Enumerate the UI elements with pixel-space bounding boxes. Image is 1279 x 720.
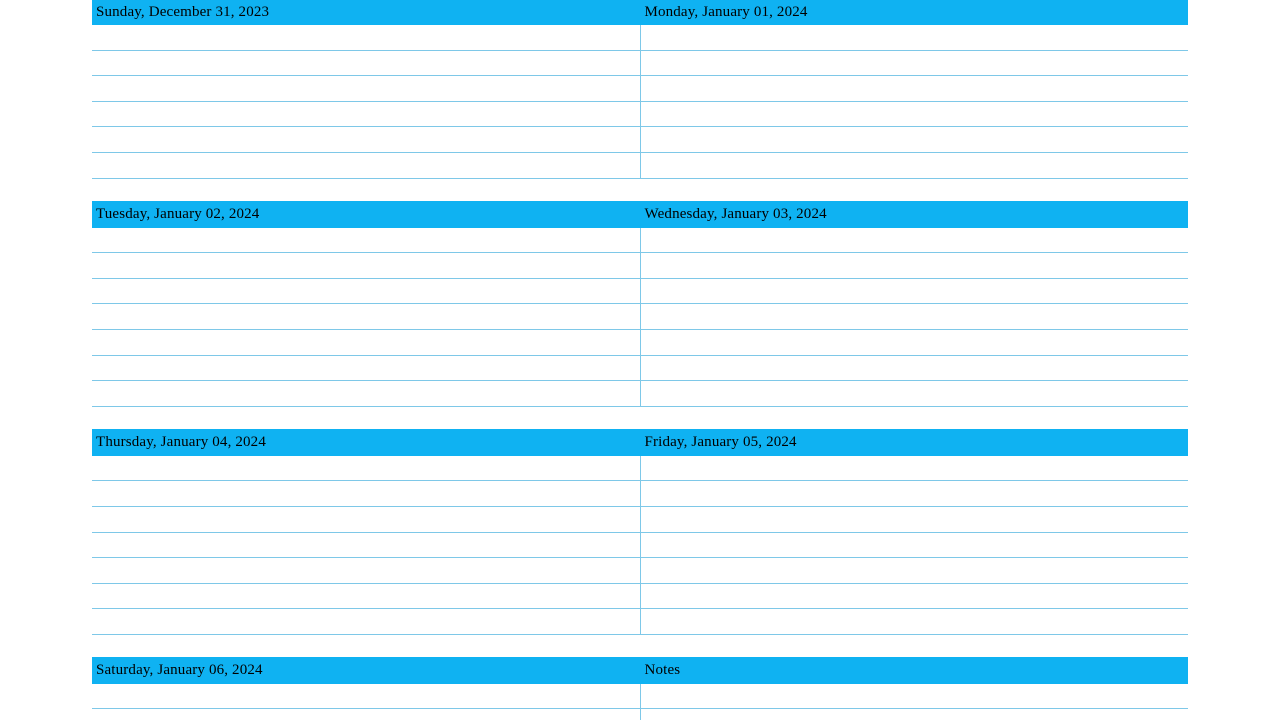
writing-cell-right[interactable] <box>640 227 1188 253</box>
writing-cell-left[interactable] <box>92 127 640 153</box>
writing-cell-left[interactable] <box>92 329 640 355</box>
writing-line-row[interactable] <box>92 50 1188 76</box>
day-header-row <box>92 0 1188 25</box>
block-spacer-row <box>92 178 1188 201</box>
writing-line-row[interactable] <box>92 558 1188 584</box>
writing-cell-left[interactable] <box>92 355 640 381</box>
writing-cell-left[interactable] <box>92 455 640 481</box>
day-label: Wednesday, January 03, 2024 <box>644 205 827 222</box>
day-label: Tuesday, January 02, 2024 <box>96 205 260 222</box>
writing-cell-right[interactable] <box>640 355 1188 381</box>
writing-cell-left[interactable] <box>92 76 640 102</box>
writing-line-row[interactable] <box>92 381 1188 407</box>
day-label: Monday, January 01, 2024 <box>644 4 808 20</box>
writing-cell-right[interactable] <box>640 253 1188 279</box>
weekly-planner-table <box>92 0 1188 720</box>
day-label: Friday, January 05, 2024 <box>644 433 797 450</box>
writing-cell-left[interactable] <box>92 609 640 635</box>
writing-line-row[interactable] <box>92 683 1188 709</box>
writing-cell-left[interactable] <box>92 304 640 330</box>
writing-line-row[interactable] <box>92 609 1188 635</box>
day-header-cell-left <box>92 201 640 228</box>
writing-cell-right[interactable] <box>640 481 1188 507</box>
writing-cell-right[interactable] <box>640 609 1188 635</box>
writing-line-row[interactable] <box>92 532 1188 558</box>
day-header-cell-left <box>92 0 640 25</box>
day-header-cell-left <box>92 657 640 684</box>
block-spacer-row <box>92 634 1188 657</box>
day-label: Sunday, December 31, 2023 <box>96 4 270 20</box>
writing-cell-right[interactable] <box>640 583 1188 609</box>
block-spacer-left <box>92 634 640 657</box>
writing-cell-left[interactable] <box>92 50 640 76</box>
writing-cell-right[interactable] <box>640 278 1188 304</box>
writing-cell-left[interactable] <box>92 583 640 609</box>
writing-line-row[interactable] <box>92 127 1188 153</box>
writing-cell-left[interactable] <box>92 381 640 407</box>
day-header-cell-right <box>640 0 1188 25</box>
writing-cell-left[interactable] <box>92 25 640 51</box>
block-spacer-row <box>92 406 1188 429</box>
writing-line-row[interactable] <box>92 304 1188 330</box>
writing-line-row[interactable] <box>92 253 1188 279</box>
writing-cell-left[interactable] <box>92 227 640 253</box>
writing-cell-left[interactable] <box>92 101 640 127</box>
block-spacer-left <box>92 406 640 429</box>
notes-label: Notes <box>644 661 681 678</box>
notes-cell[interactable] <box>640 709 1188 720</box>
writing-line-row[interactable] <box>92 152 1188 178</box>
writing-line-row[interactable] <box>92 506 1188 532</box>
day-label: Thursday, January 04, 2024 <box>96 433 266 450</box>
writing-cell-left[interactable] <box>92 558 640 584</box>
writing-cell-right[interactable] <box>640 455 1188 481</box>
notes-cell[interactable] <box>640 683 1188 709</box>
block-spacer-right <box>640 178 1188 201</box>
day-header-row <box>92 429 1188 456</box>
writing-line-row[interactable] <box>92 709 1188 720</box>
writing-cell-left[interactable] <box>92 709 640 720</box>
block-spacer-left <box>92 178 640 201</box>
day-label: Saturday, January 06, 2024 <box>96 661 263 678</box>
writing-cell-right[interactable] <box>640 304 1188 330</box>
writing-cell-right[interactable] <box>640 381 1188 407</box>
writing-cell-right[interactable] <box>640 329 1188 355</box>
writing-line-row[interactable] <box>92 583 1188 609</box>
block-spacer-right <box>640 634 1188 657</box>
writing-cell-left[interactable] <box>92 278 640 304</box>
writing-cell-left[interactable] <box>92 532 640 558</box>
writing-line-row[interactable] <box>92 76 1188 102</box>
writing-line-row[interactable] <box>92 329 1188 355</box>
writing-cell-left[interactable] <box>92 506 640 532</box>
writing-line-row[interactable] <box>92 101 1188 127</box>
writing-cell-right[interactable] <box>640 101 1188 127</box>
writing-cell-left[interactable] <box>92 253 640 279</box>
writing-cell-right[interactable] <box>640 25 1188 51</box>
writing-cell-right[interactable] <box>640 152 1188 178</box>
writing-line-row[interactable] <box>92 227 1188 253</box>
writing-line-row[interactable] <box>92 481 1188 507</box>
day-header-row <box>92 657 1188 684</box>
day-header-cell-left <box>92 429 640 456</box>
writing-cell-left[interactable] <box>92 152 640 178</box>
day-header-cell-right <box>640 429 1188 456</box>
block-spacer-right <box>640 406 1188 429</box>
day-header-row <box>92 201 1188 228</box>
writing-cell-right[interactable] <box>640 50 1188 76</box>
writing-cell-right[interactable] <box>640 558 1188 584</box>
writing-cell-right[interactable] <box>640 127 1188 153</box>
writing-cell-right[interactable] <box>640 76 1188 102</box>
writing-cell-right[interactable] <box>640 532 1188 558</box>
writing-cell-right[interactable] <box>640 506 1188 532</box>
writing-line-row[interactable] <box>92 355 1188 381</box>
writing-line-row[interactable] <box>92 25 1188 51</box>
notes-header-cell <box>640 657 1188 684</box>
day-header-cell-right <box>640 201 1188 228</box>
writing-cell-left[interactable] <box>92 683 640 709</box>
writing-line-row[interactable] <box>92 278 1188 304</box>
writing-cell-left[interactable] <box>92 481 640 507</box>
writing-line-row[interactable] <box>92 455 1188 481</box>
